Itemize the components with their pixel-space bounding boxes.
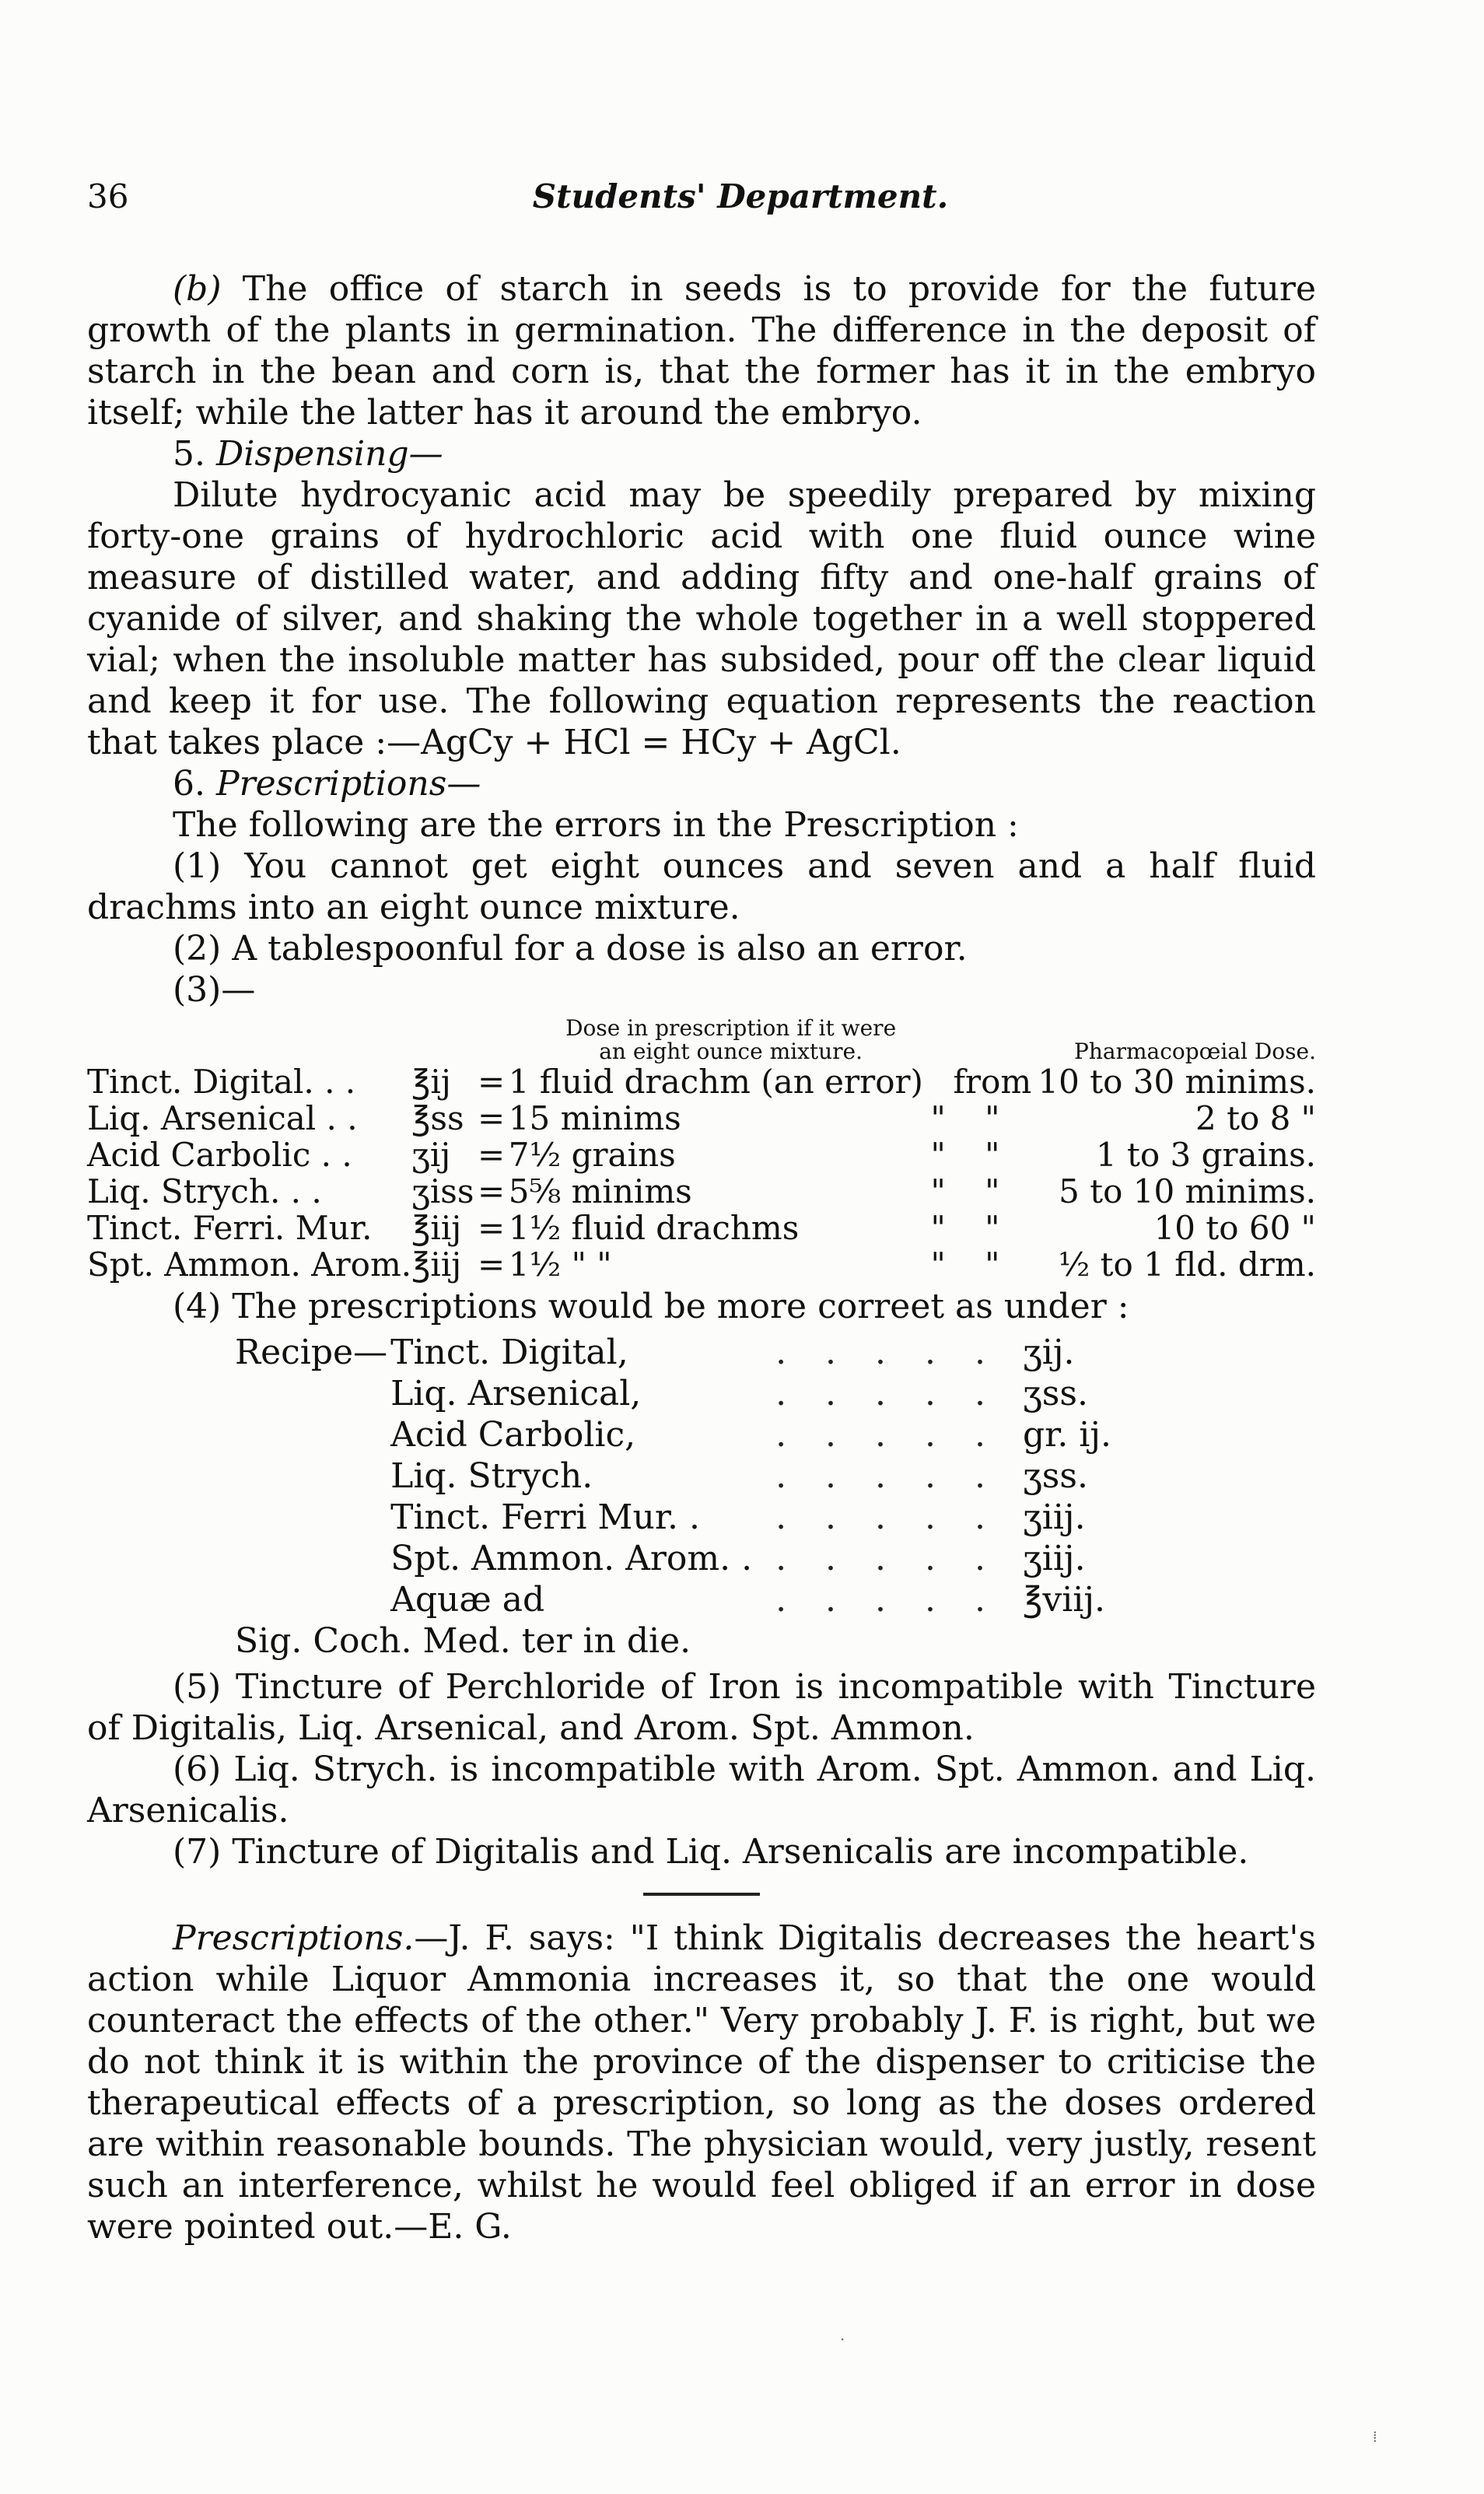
item-5: (5) Tincture of Perchloride of Iron is incompatible with Tincture of Digitalis, Liq. Arsenical, and Arom. Spt. Ammon.	[87, 1667, 1316, 1748]
dose-cell-qty: ʒiss	[411, 1172, 474, 1210]
section-divider	[643, 1893, 760, 1896]
dose-cell-q1: "	[930, 1209, 946, 1247]
recipe-label-cell	[235, 1579, 387, 1620]
closing-paragraph	[87, 1918, 1316, 2247]
dose-cell-dose: 1½ fluid drachms	[508, 1209, 800, 1247]
dose-cell-q2: "	[985, 1099, 1000, 1137]
dose-cell-dose: 15 minims	[508, 1099, 681, 1137]
section-5-title: Dispensing—	[215, 434, 443, 474]
dose-table-row	[87, 1100, 1316, 1137]
dose-header-line-1: Dose in prescription if it were	[565, 1015, 897, 1041]
dose-table-row	[87, 1137, 1316, 1173]
recipe-leader-dots: . . . . .	[775, 1580, 999, 1620]
recipe-amount: ʒij.	[1022, 1333, 1075, 1372]
recipe-leader-dots: . . . . .	[775, 1497, 999, 1537]
part-b-text: The office of starch in seeds is to provide for the future growth of the plants in germination. The difference in the deposit of starch in the bean and corn is, that the former has it in the embryo itself; while the latter has it around the embryo.	[87, 269, 1316, 433]
closing-text: —J. F. says: "I think Digitalis decreases the heart's action while Liquor Ammonia increases it, so that the one would counteract the effects of the other." Very probably J. F. is right, but we do not think it is within the province of the dispenser to criticise the therapeutical effects of a prescription, so long as the doses ordered are within reasonable bounds. The physician would, very justly, resent such an interference, whilst he would feel obliged if an error in dose were pointed out.—E. G.	[87, 1918, 1316, 2247]
dose-table-row	[87, 1246, 1316, 1283]
dose-cell-qty: ʒij	[411, 1136, 451, 1174]
recipe-ingredient: Spt. Ammon. Arom. .	[390, 1539, 753, 1578]
dose-cell-q2: "	[985, 1136, 1000, 1174]
item-4: (4) The prescriptions would be more correet as under :	[173, 1287, 1129, 1326]
dose-cell-pharm: 1 to 3 grains.	[1095, 1136, 1316, 1174]
recipe-signature: Sig. Coch. Med. ter in die.	[235, 1621, 691, 1661]
dose-cell-eq: =	[477, 1209, 506, 1247]
dose-cell-dose: 1 fluid drachm (an error)	[508, 1063, 923, 1101]
recipe-label-cell	[235, 1414, 387, 1455]
dose-table-row	[87, 1063, 1316, 1100]
recipe-label-cell: Recipe—	[235, 1333, 388, 1372]
dose-cell-pharm: 10 to 60 "	[1153, 1209, 1316, 1247]
recipe-ingredient: Tinct. Ferri Mur. .	[390, 1497, 700, 1537]
dose-cell-eq: =	[477, 1063, 506, 1101]
dose-table-header-row-2	[87, 1040, 1316, 1063]
dose-cell-drug: Acid Carbolic . .	[87, 1136, 352, 1174]
corrected-recipe	[87, 1332, 1316, 1662]
recipe-ingredient: Liq. Strych.	[390, 1456, 593, 1496]
recipe-ingredient: Liq. Arsenical,	[390, 1374, 642, 1413]
error-2: (2) A tablespoonful for a dose is also an error.	[173, 929, 968, 969]
recipe-amount: gr. ij.	[1022, 1415, 1111, 1455]
paragraph-part-b	[87, 268, 1316, 433]
dose-cell-dose: 7½ grains	[508, 1136, 676, 1174]
dose-table-row	[87, 1210, 1316, 1246]
recipe-row	[235, 1497, 1111, 1538]
dose-cell-pharm: 5 to 10 minims.	[1059, 1172, 1316, 1210]
item-7: (7) Tincture of Digitalis and Liq. Arsenicalis are incompatible.	[173, 1832, 1249, 1872]
dose-cell-q1: "	[930, 1245, 946, 1284]
dose-cell-eq: =	[477, 1245, 506, 1284]
recipe-label-cell	[235, 1497, 387, 1538]
recipe-amount: ℥viij.	[1022, 1580, 1105, 1620]
running-header	[87, 177, 1316, 232]
dose-cell-qty: ℥iij	[411, 1245, 462, 1284]
running-title: Students' Department.	[532, 177, 949, 215]
recipe-amount: ʒiij.	[1022, 1539, 1086, 1578]
dose-cell-q1: "	[930, 1099, 946, 1137]
recipe-leader-dots: . . . . .	[775, 1456, 999, 1496]
section-6-number: 6.	[173, 764, 205, 804]
dose-cell-q2: from	[953, 1063, 1032, 1101]
recipe-ingredient: Tinct. Digital,	[390, 1333, 628, 1372]
recipe-row	[235, 1414, 1111, 1455]
dose-cell-eq: =	[477, 1136, 506, 1174]
recipe-leader-dots: . . . . .	[775, 1333, 999, 1372]
dose-cell-drug: Tinct. Ferri. Mur.	[87, 1209, 373, 1247]
recipe-row	[235, 1538, 1111, 1579]
dose-cell-dose: 1½ " "	[508, 1245, 612, 1284]
dose-table-row	[87, 1173, 1316, 1210]
recipe-label-cell	[235, 1455, 387, 1497]
dose-cell-eq: =	[477, 1172, 506, 1210]
recipe-label-cell	[235, 1373, 387, 1414]
page-speck: ·	[840, 2330, 845, 2349]
section-5-heading	[87, 433, 1316, 475]
dose-header-line-2: an eight ounce mixture.	[599, 1039, 863, 1064]
page-body	[87, 268, 1316, 2247]
recipe-leader-dots: . . . . .	[775, 1415, 999, 1455]
pharm-dose-header: Pharmacopœial Dose.	[1074, 1039, 1316, 1064]
recipe-amount: ʒss.	[1022, 1374, 1088, 1413]
item-6: (6) Liq. Strych. is incompatible with Arom. Spt. Ammon. and Liq. Arsenicalis.	[87, 1750, 1316, 1830]
dose-cell-pharm: 2 to 8 "	[1195, 1099, 1316, 1137]
section-6-heading	[87, 763, 1316, 804]
dose-table	[87, 1017, 1316, 1283]
dose-cell-q2: "	[985, 1245, 1000, 1284]
recipe-row	[235, 1373, 1111, 1414]
dose-cell-drug: Liq. Arsenical . .	[87, 1099, 358, 1137]
recipe-ingredient: Aquæ ad	[390, 1580, 545, 1620]
recipe-ingredient: Acid Carbolic,	[390, 1415, 636, 1455]
dose-cell-q1: "	[930, 1172, 946, 1210]
page-number: 36	[87, 177, 129, 215]
dose-cell-qty: ℥ij	[411, 1063, 451, 1101]
dose-cell-q1: "	[930, 1136, 946, 1174]
dose-cell-drug: Liq. Strych. . .	[87, 1172, 322, 1210]
part-b-label: (b)	[173, 269, 222, 309]
error-3-label: (3)—	[173, 970, 256, 1010]
dose-table-header-row-1	[87, 1017, 1316, 1040]
errors-intro: The following are the errors in the Prescription :	[173, 805, 1019, 845]
dispensing-paragraph: Dilute hydrocyanic acid may be speedily prepared by mixing forty-one grains of hydrochloric acid with one fluid ounce wine measure of distilled water, and adding fifty and one-half grains of cyanide of silver, and shaking the whole together in a well stoppered vial; when the insoluble matter has subsided, pour off the clear liquid and keep it for use. The following equation represents the reaction that takes place :—AgCy + HCl = HCy + AgCl.	[87, 475, 1316, 762]
dose-cell-dose: 5⅝ minims	[508, 1172, 692, 1210]
recipe-amount: ʒss.	[1022, 1456, 1088, 1496]
recipe-row	[235, 1579, 1111, 1620]
dose-cell-q2: "	[985, 1172, 1000, 1210]
recipe-amount: ʒiij.	[1022, 1497, 1086, 1537]
dose-cell-pharm: ½ to 1 fld. drm.	[1058, 1245, 1316, 1284]
recipe-row	[235, 1455, 1111, 1497]
recipe-leader-dots: . . . . .	[775, 1539, 999, 1578]
dose-cell-q1	[923, 1063, 954, 1100]
dose-cell-drug: Tinct. Digital. . .	[87, 1063, 356, 1101]
recipe-row	[235, 1332, 1111, 1373]
dose-cell-eq: =	[477, 1099, 506, 1137]
dose-cell-q2: "	[985, 1209, 1000, 1247]
closing-title: Prescriptions.	[173, 1918, 415, 1958]
dose-cell-qty: ℥ss	[411, 1099, 464, 1137]
dose-cell-drug: Spt. Ammon. Arom.	[87, 1245, 412, 1284]
section-5-number: 5.	[173, 434, 205, 474]
dose-cell-qty: ℥iij	[411, 1209, 462, 1247]
recipe-label-cell	[235, 1538, 387, 1579]
error-1: (1) You cannot get eight ounces and seven and a half fluid drachms into an eight ounce mixture.	[87, 846, 1316, 927]
recipe-leader-dots: . . . . .	[775, 1374, 999, 1413]
page-speck-margin: ⁞	[1373, 2427, 1377, 2446]
dose-cell-pharm: 10 to 30 minims.	[1038, 1063, 1316, 1101]
section-6-title: Prescriptions—	[215, 764, 481, 804]
